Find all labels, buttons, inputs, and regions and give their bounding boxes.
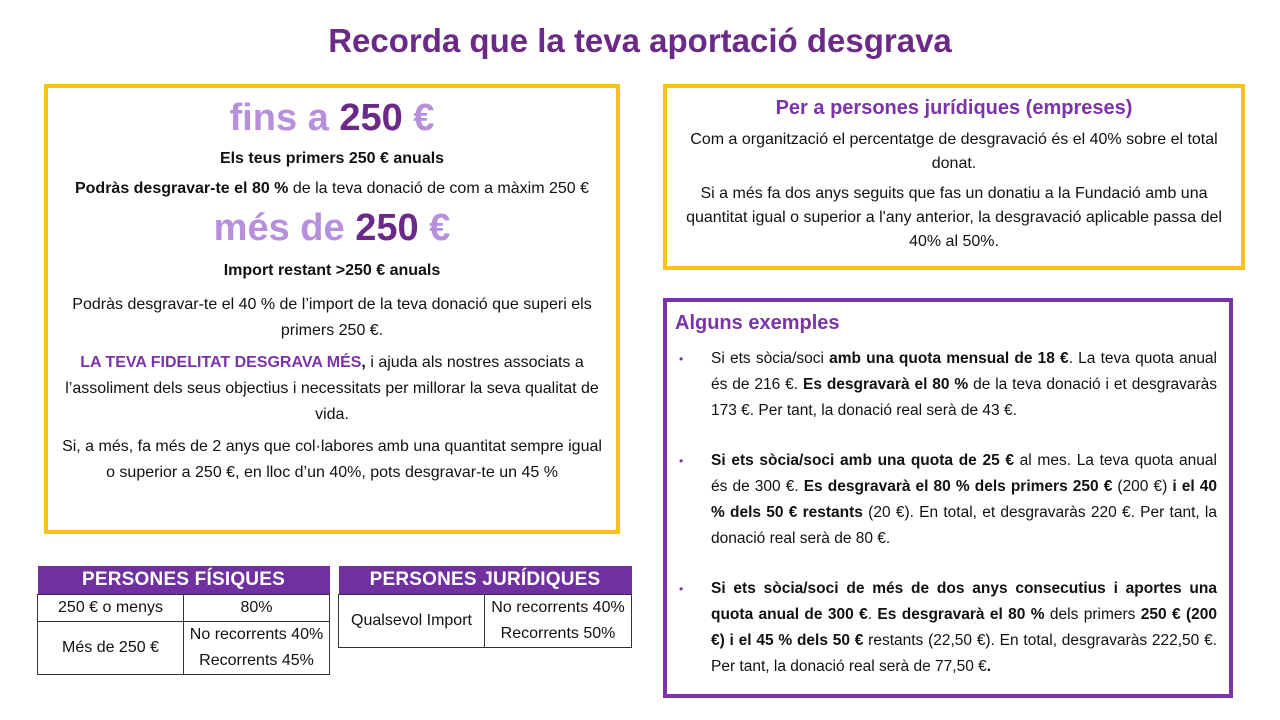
- examples-box: [663, 298, 1233, 698]
- table-cell: No recorrents 40%: [485, 594, 632, 621]
- table-cell: Més de 250 €: [38, 621, 184, 674]
- individuals-table: [37, 566, 330, 675]
- example-item: [675, 346, 1217, 424]
- text-bold: amb una quota mensual de 18 €: [829, 350, 1069, 367]
- text-bold: Es desgravarà el 80 %: [802, 376, 969, 393]
- example-3-text: [711, 576, 1217, 680]
- loyalty-strong: LA TEVA FIDELITAT DESGRAVA MÉS: [80, 354, 362, 371]
- table-header: PERSONES JURÍDIQUES: [339, 566, 632, 594]
- more-than-250-heading: [58, 204, 606, 252]
- table-cell: 80%: [184, 594, 330, 621]
- example-item: [675, 448, 1217, 552]
- companies-heading: Per a persones jurídiques (empreses): [775, 97, 1133, 119]
- example-item: [675, 576, 1217, 680]
- table-cell: 250 € o menys: [38, 594, 184, 621]
- two-years-text: Si, a més, fa més de 2 anys que col·labores amb una quantitat sempre igual o superior a 250 €, en lloc d’un 40%, pots desgravar-te un 45 %: [62, 438, 602, 481]
- text-span: al mes. La teva quota anual és de 300 €.: [711, 452, 1217, 495]
- table-row: [339, 594, 632, 621]
- heading-prefix: fins a: [229, 97, 340, 139]
- heading-euro: €: [418, 207, 451, 249]
- example-1-text: [711, 346, 1217, 424]
- up-to-250-heading: [58, 94, 606, 142]
- individual-deduction-box: [44, 84, 620, 534]
- text-bold: Es desgravarà el 80 % dels primers 250 €: [803, 478, 1113, 495]
- table-cell: Qualsevol Import: [339, 594, 485, 647]
- heading-amount: 250: [355, 207, 419, 249]
- table-row: [38, 621, 330, 648]
- text-bold: Es desgravarà el 80 %: [877, 606, 1045, 623]
- companies-p2: Si a més fa dos anys seguits que fas un donatiu a la Fundació amb una quantitat igual o superior a l'any anterior, la desgravació aplicable passa del 40% al 50%.: [686, 185, 1222, 250]
- text-span: (200 €): [1112, 478, 1173, 495]
- table-header: PERSONES FÍSIQUES: [38, 566, 330, 594]
- deduct-80-text: [58, 176, 606, 202]
- page-title: Recorda que la teva aportació desgrava: [328, 22, 952, 59]
- text-bold: .: [986, 658, 992, 675]
- companies-table: [338, 566, 632, 648]
- loyalty-text: [58, 350, 606, 428]
- text-span: (20 €). En total, et desgravaràs 220 €. Per tant, la donació real serà de 80 €.: [711, 504, 1217, 547]
- deduct-40-text: Podràs desgravar-te el 40 % de l’import de la teva donació que superi els primers 250 €.: [72, 296, 592, 339]
- text-span: de la teva donació i et desgravaràs 173 €. Per tant, la donació real serà de 43 €.: [711, 376, 1218, 419]
- text-bold: 250 € (200 €) i el 45 % dels 50 €: [711, 606, 1218, 649]
- examples-heading: Alguns exemples: [675, 312, 840, 334]
- text-span: Si ets sòcia/soci: [711, 350, 830, 367]
- text-bold: i el 40 % dels 50 € restants: [711, 478, 1218, 521]
- bullet-icon: •: [679, 352, 684, 366]
- bullet-icon: •: [679, 454, 684, 468]
- text-span: dels primers: [1044, 606, 1141, 623]
- bullet-icon: •: [679, 582, 684, 596]
- loyalty-comma: ,: [361, 354, 366, 371]
- text-span: .: [867, 606, 878, 623]
- table-cell: No recorrents 40%: [184, 621, 330, 648]
- loyalty-rest: i ajuda als nostres associats a l’assoliment dels seus objectius i necessitats per millorar la seva qualitat de vida.: [65, 354, 599, 423]
- first-250-label: Els teus primers 250 € anuals: [219, 150, 445, 167]
- example-2-text: [711, 448, 1217, 552]
- heading-amount: 250: [339, 97, 403, 139]
- companies-box: [663, 84, 1245, 270]
- text-bold: Si ets sòcia/soci de més de dos anys consecutius i aportes una quota anual de 300 €: [711, 580, 1217, 623]
- table-cell: Recorrents 50%: [485, 621, 632, 648]
- table-row: [38, 594, 330, 621]
- remaining-amount-label: Import restant >250 € anuals: [223, 262, 441, 279]
- heading-prefix: més de: [213, 207, 356, 249]
- deduct-80-bold: Podràs desgravar-te el 80 %: [74, 180, 289, 197]
- text-span: restants (22,50 €). En total, desgravaràs 222,50 €. Per tant, la donació real serà de 77,50 €: [711, 632, 1217, 675]
- deduct-80-rest: de la teva donació de com a màxim 250 €: [288, 180, 590, 197]
- text-span: . La teva quota anual és de 216 €.: [711, 350, 1217, 393]
- text-bold: Si ets sòcia/soci amb una quota de 25 €: [711, 452, 1014, 469]
- companies-p1: Com a organització el percentatge de desgravació és el 40% sobre el total donat.: [690, 131, 1218, 172]
- heading-euro: €: [402, 97, 435, 139]
- table-cell: Recorrents 45%: [184, 648, 330, 675]
